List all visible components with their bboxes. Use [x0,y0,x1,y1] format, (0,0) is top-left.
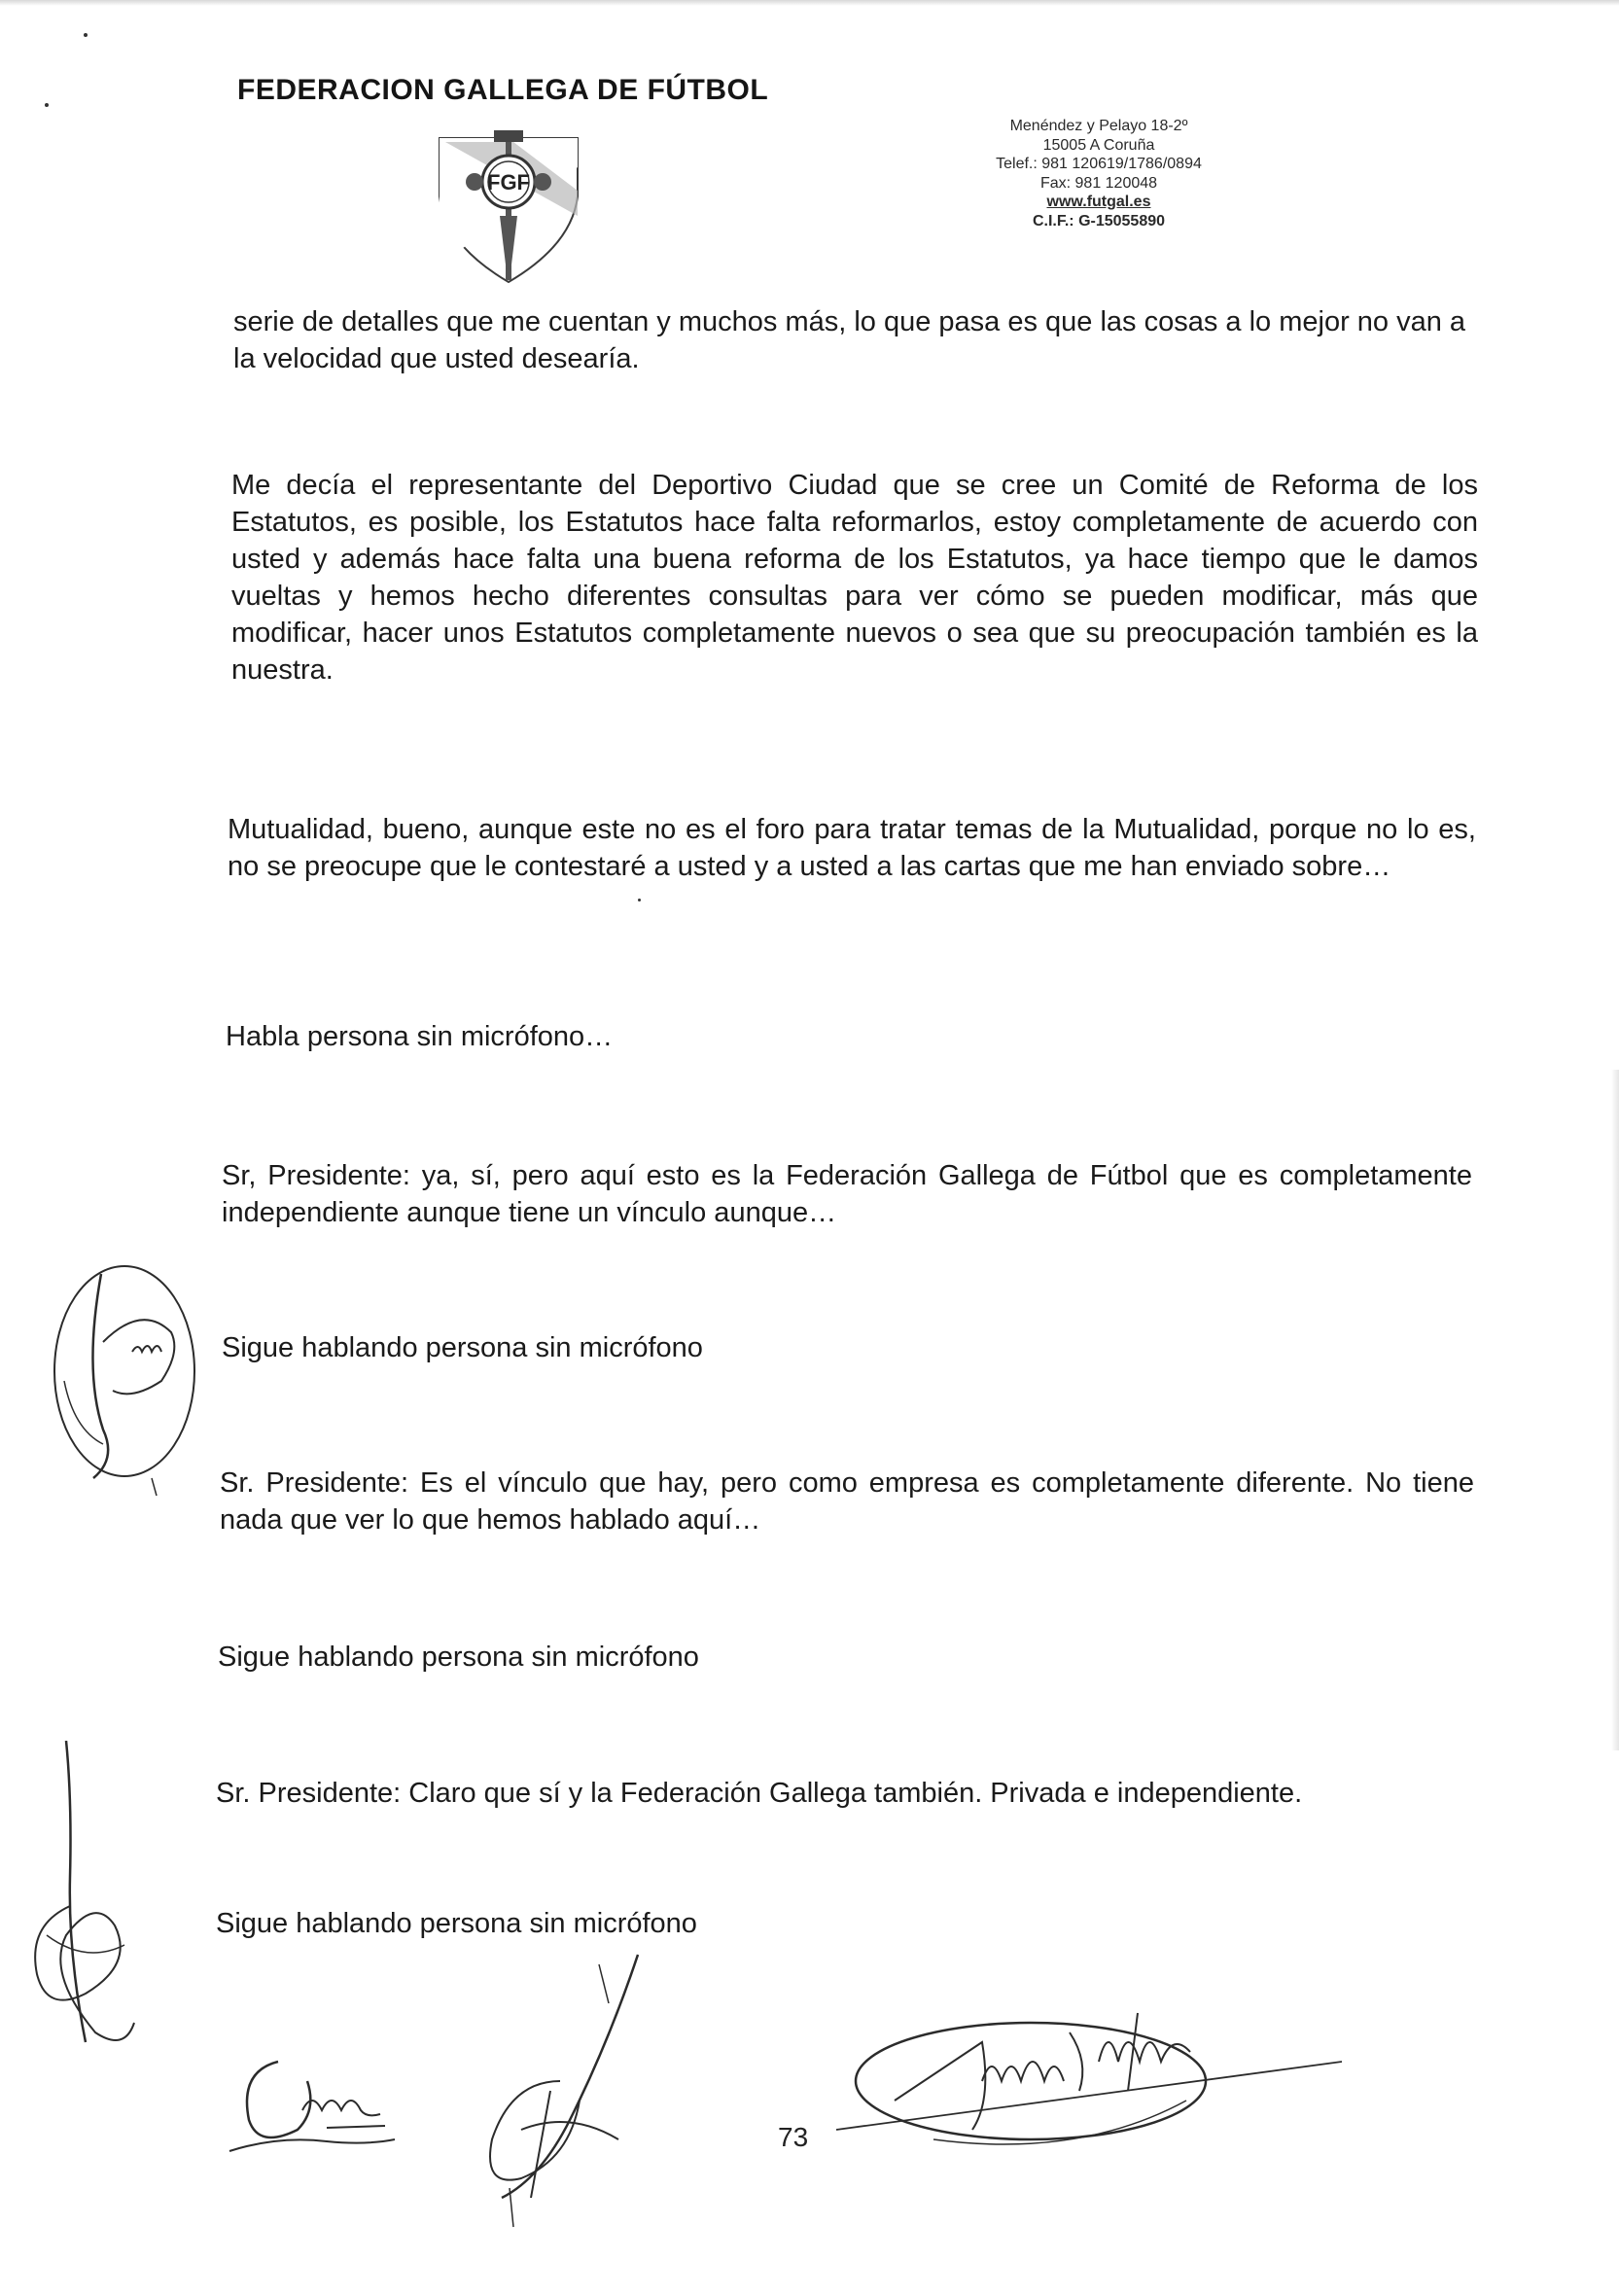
paragraph-1: serie de detalles que me cuentan y muchos más, lo que pasa es que las cosas a lo mejor no van a la velocidad que usted desearía. [233,306,1466,374]
federation-crest-logo [436,128,581,286]
organization-name: FEDERACION GALLEGA DE FÚTBOL [237,74,769,106]
scan-speck [45,103,49,107]
paragraph-4: Habla persona sin micrófono… [226,1021,614,1052]
bottom-signature-3 [836,1984,1342,2169]
website-link[interactable]: www.futgal.es [1046,194,1151,210]
margin-signature-vertical [27,1741,154,2062]
paragraph-2: Me decía el representante del Deportivo Ciudad que se cree un Comité de Reforma de los Estatutos, es posible, los Estatutos hace falta reformarlos, estoy completamente de acuerdo con usted y además hace falta una buena reforma de los Estatutos, ya hace tiempo que le damos vueltas y hemos hecho diferentes consultas para ver cómo se pueden modificar, más que modificar, hacer unos Estatutos completamente nuevos o sea que su preocupación también es la nuestra. [231,470,1478,686]
bottom-signature-2 [463,1945,657,2237]
page-number: 73 [778,2122,809,2152]
paragraph-6: Sigue hablando persona sin micrófono [222,1332,703,1363]
paragraph-7: Sr. Presidente: Es el vínculo que hay, pero como empresa es completamente diferente. No tiene nada que ver lo que hemos hablado aquí… [220,1467,1474,1536]
paragraph-8: Sigue hablando persona sin micrófono [218,1642,699,1673]
paragraph-10: Sigue hablando persona sin micrófono [216,1908,697,1939]
bottom-signature-1 [220,2042,414,2169]
address-fax: Fax: 981 120048 [1039,174,1158,192]
address-block [904,117,1293,230]
tax-id: C.I.F.: G-15055890 [1032,212,1166,230]
scan-edge-top [0,0,1619,6]
margin-signature-oval [35,1235,210,1498]
paragraph-5: Sr, Presidente: ya, sí, pero aquí esto es la Federación Gallega de Fútbol que es completamente independiente aunque tiene un vínculo aunque… [222,1160,1472,1228]
address-phone: Telef.: 981 120619/1786/0894 [996,156,1202,172]
paragraph-3: Mutualidad, bueno, aunque este no es el foro para tratar temas de la Mutualidad, porque no lo es, no se preocupe que le contestaré a usted y a usted a las cartas que me han enviado sobre… [228,814,1476,882]
crest-letters: FGF [487,170,530,194]
scan-speck [638,899,641,901]
address-street: Menéndez y Pelayo 18-2º [1009,118,1188,134]
paragraph-9: Sr. Presidente: Claro que sí y la Federación Gallega también. Privada e independiente. [216,1778,1303,1809]
address-city: 15005 A Coruña [1042,136,1155,154]
scan-speck [84,33,88,37]
scan-edge-right [1611,1070,1619,1750]
